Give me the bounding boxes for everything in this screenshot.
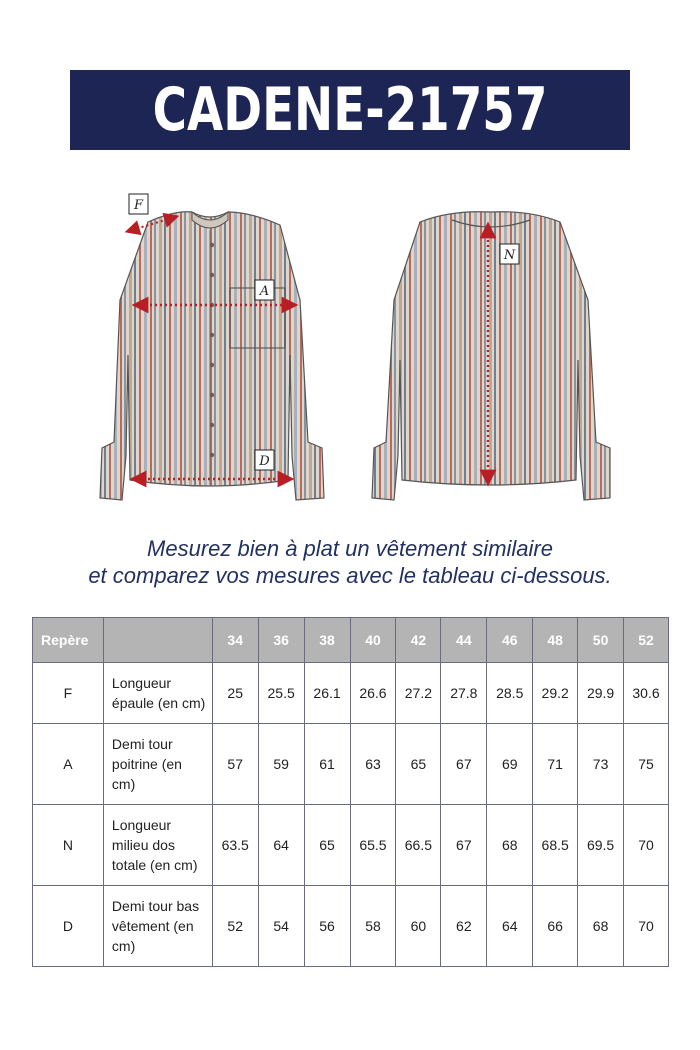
- header-size: 46: [487, 618, 533, 663]
- shirt-back: [372, 212, 610, 500]
- row-description: Demi tour poitrine (en cm): [103, 724, 212, 805]
- table-cell: 73: [578, 724, 624, 805]
- table-cell: 57: [212, 724, 258, 805]
- row-description: Demi tour bas vêtement (en cm): [103, 886, 212, 967]
- row-code: F: [33, 663, 104, 724]
- header-size: 44: [441, 618, 487, 663]
- table-cell: 59: [258, 724, 304, 805]
- table-cell: 60: [396, 886, 441, 967]
- table-cell: 69.5: [578, 805, 624, 886]
- table-cell: 65.5: [350, 805, 396, 886]
- table-cell: 26.1: [304, 663, 350, 724]
- product-title: CADENE-21757: [152, 75, 548, 145]
- size-table: [32, 617, 669, 967]
- marker-A: [255, 280, 274, 300]
- table-row: [33, 886, 669, 967]
- table-cell: 65: [396, 724, 441, 805]
- table-row: [33, 663, 669, 724]
- table-cell: 68: [578, 886, 624, 967]
- table-cell: 68.5: [533, 805, 578, 886]
- row-description: Longueur milieu dos totale (en cm): [103, 805, 212, 886]
- row-code: D: [33, 886, 104, 967]
- table-header-row: [33, 618, 669, 663]
- table-cell: 26.6: [350, 663, 396, 724]
- table-cell: 52: [212, 886, 258, 967]
- measure-instructions: [0, 535, 700, 589]
- table-cell: 67: [441, 724, 487, 805]
- table-cell: 70: [624, 805, 669, 886]
- table-cell: 66: [533, 886, 578, 967]
- table-cell: 70: [624, 886, 669, 967]
- row-description: Longueur épaule (en cm): [103, 663, 212, 724]
- header-size: 48: [533, 618, 578, 663]
- table-cell: 25: [212, 663, 258, 724]
- header-size: 38: [304, 618, 350, 663]
- header-repere: Repère: [33, 618, 104, 663]
- table-cell: 65: [304, 805, 350, 886]
- svg-text:N: N: [503, 248, 516, 263]
- header-size: 40: [350, 618, 396, 663]
- table-cell: 28.5: [487, 663, 533, 724]
- header-size: 42: [396, 618, 441, 663]
- table-cell: 27.8: [441, 663, 487, 724]
- table-cell: 27.2: [396, 663, 441, 724]
- marker-D: [255, 450, 274, 470]
- header-description: [103, 618, 212, 663]
- table-cell: 66.5: [396, 805, 441, 886]
- table-cell: 58: [350, 886, 396, 967]
- header-size: 36: [258, 618, 304, 663]
- title-banner: [70, 70, 630, 150]
- table-cell: 67: [441, 805, 487, 886]
- table-cell: 62: [441, 886, 487, 967]
- marker-N: [500, 244, 519, 264]
- table-cell: 54: [258, 886, 304, 967]
- header-size: 50: [578, 618, 624, 663]
- table-cell: 69: [487, 724, 533, 805]
- svg-text:D: D: [259, 454, 270, 469]
- table-cell: 29.9: [578, 663, 624, 724]
- instructions-line-1: Mesurez bien à plat un vêtement similaire: [147, 536, 553, 561]
- header-size: 52: [624, 618, 669, 663]
- garment-illustration: [90, 180, 620, 510]
- row-code: N: [33, 805, 104, 886]
- table-cell: 64: [258, 805, 304, 886]
- shirt-front: [100, 212, 324, 500]
- svg-text:F: F: [133, 198, 144, 213]
- table-row: [33, 805, 669, 886]
- table-row: [33, 724, 669, 805]
- table-cell: 61: [304, 724, 350, 805]
- svg-text:A: A: [259, 284, 270, 299]
- header-size: 34: [212, 618, 258, 663]
- row-code: A: [33, 724, 104, 805]
- instructions-line-2: et comparez vos mesures avec le tableau ci-dessous.: [88, 563, 612, 588]
- marker-F: [129, 194, 148, 214]
- table-cell: 75: [624, 724, 669, 805]
- table-cell: 63: [350, 724, 396, 805]
- table-cell: 64: [487, 886, 533, 967]
- table-cell: 71: [533, 724, 578, 805]
- table-cell: 29.2: [533, 663, 578, 724]
- table-cell: 63.5: [212, 805, 258, 886]
- table-cell: 68: [487, 805, 533, 886]
- table-cell: 56: [304, 886, 350, 967]
- table-cell: 30.6: [624, 663, 669, 724]
- table-cell: 25.5: [258, 663, 304, 724]
